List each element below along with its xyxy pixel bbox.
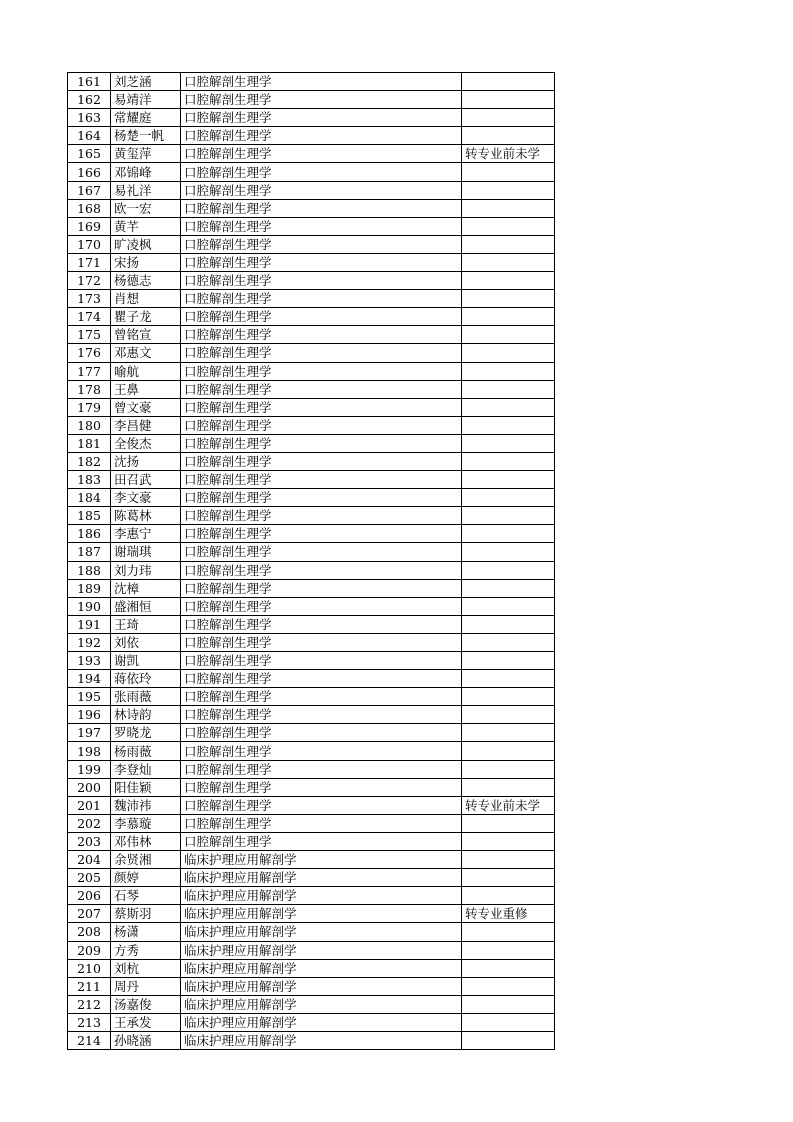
course-name-cell: 口腔解剖生理学 [181,543,462,561]
remark-cell [462,489,555,507]
remark-cell [462,344,555,362]
table-row [68,507,555,525]
course-name-cell: 口腔解剖生理学 [181,670,462,688]
course-name-cell: 口腔解剖生理学 [181,145,462,163]
row-number-cell: 173 [68,290,111,308]
student-name-cell: 杨雨薇 [111,742,181,760]
student-name-cell: 汤嘉俊 [111,995,181,1013]
row-number-cell: 168 [68,199,111,217]
table-row [68,652,555,670]
course-name-cell: 口腔解剖生理学 [181,471,462,489]
row-number-cell: 214 [68,1031,111,1049]
row-number-cell: 182 [68,452,111,470]
row-number-cell: 174 [68,308,111,326]
student-name-cell: 邓惠文 [111,344,181,362]
remark-cell [462,362,555,380]
remark-cell [462,308,555,326]
row-number-cell: 210 [68,959,111,977]
row-number-cell: 196 [68,706,111,724]
student-name-cell: 瞿子龙 [111,308,181,326]
table-row [68,163,555,181]
remark-cell [462,181,555,199]
remark-cell: 转专业前未学 [462,145,555,163]
row-number-cell: 177 [68,362,111,380]
remark-cell [462,977,555,995]
remark-cell [462,814,555,832]
row-number-cell: 167 [68,181,111,199]
course-name-cell: 口腔解剖生理学 [181,362,462,380]
remark-cell [462,326,555,344]
student-name-cell: 谢凯 [111,652,181,670]
row-number-cell: 181 [68,434,111,452]
course-name-cell: 口腔解剖生理学 [181,796,462,814]
remark-cell [462,398,555,416]
course-name-cell: 口腔解剖生理学 [181,290,462,308]
student-name-cell: 魏沛祎 [111,796,181,814]
row-number-cell: 176 [68,344,111,362]
student-name-cell: 曾文豪 [111,398,181,416]
student-name-cell: 蔡斯羽 [111,905,181,923]
table-row [68,561,555,579]
course-name-cell: 口腔解剖生理学 [181,344,462,362]
course-name-cell: 临床护理应用解剖学 [181,941,462,959]
course-name-cell: 口腔解剖生理学 [181,778,462,796]
row-number-cell: 202 [68,814,111,832]
remark-cell [462,706,555,724]
remark-cell [462,724,555,742]
student-name-cell: 李登灿 [111,760,181,778]
row-number-cell: 187 [68,543,111,561]
student-name-cell: 李文豪 [111,489,181,507]
table-row [68,688,555,706]
course-name-cell: 口腔解剖生理学 [181,597,462,615]
row-number-cell: 179 [68,398,111,416]
row-number-cell: 171 [68,253,111,271]
student-name-cell: 张雨薇 [111,688,181,706]
table-row [68,109,555,127]
row-number-cell: 162 [68,91,111,109]
student-name-cell: 陈葛林 [111,507,181,525]
student-name-cell: 方秀 [111,941,181,959]
course-name-cell: 临床护理应用解剖学 [181,1013,462,1031]
table-row [68,977,555,995]
student-name-cell: 沈扬 [111,452,181,470]
remark-cell [462,995,555,1013]
student-name-cell: 黄芊 [111,217,181,235]
course-name-cell: 口腔解剖生理学 [181,308,462,326]
table-row [68,760,555,778]
remark-cell [462,507,555,525]
remark-cell [462,742,555,760]
table-row [68,905,555,923]
table-row [68,253,555,271]
table-row [68,778,555,796]
course-name-cell: 口腔解剖生理学 [181,724,462,742]
student-name-cell: 黄玺萍 [111,145,181,163]
course-name-cell: 口腔解剖生理学 [181,73,462,91]
course-name-cell: 临床护理应用解剖学 [181,905,462,923]
remark-cell [462,887,555,905]
table-row [68,127,555,145]
remark-cell [462,869,555,887]
table-row [68,579,555,597]
remark-cell [462,235,555,253]
remark-cell [462,452,555,470]
student-name-cell: 谢瑞琪 [111,543,181,561]
remark-cell [462,760,555,778]
student-name-cell: 杨楚一帆 [111,127,181,145]
table-row [68,416,555,434]
course-name-cell: 口腔解剖生理学 [181,579,462,597]
remark-cell [462,290,555,308]
table-row [68,525,555,543]
course-name-cell: 口腔解剖生理学 [181,181,462,199]
remark-cell [462,73,555,91]
table-row [68,796,555,814]
remark-cell [462,416,555,434]
table-row [68,814,555,832]
course-name-cell: 口腔解剖生理学 [181,742,462,760]
course-name-cell: 口腔解剖生理学 [181,127,462,145]
course-name-cell: 口腔解剖生理学 [181,489,462,507]
row-number-cell: 197 [68,724,111,742]
student-name-cell: 欧一宏 [111,199,181,217]
course-name-cell: 口腔解剖生理学 [181,507,462,525]
row-number-cell: 169 [68,217,111,235]
remark-cell [462,851,555,869]
row-number-cell: 200 [68,778,111,796]
course-name-cell: 口腔解剖生理学 [181,760,462,778]
student-name-cell: 李惠宁 [111,525,181,543]
table-row [68,742,555,760]
remark-cell [462,959,555,977]
row-number-cell: 163 [68,109,111,127]
course-name-cell: 临床护理应用解剖学 [181,851,462,869]
student-name-cell: 田召武 [111,471,181,489]
table-row [68,959,555,977]
table-row [68,887,555,905]
remark-cell [462,597,555,615]
student-name-cell: 旷凌枫 [111,235,181,253]
student-name-cell: 孙晓涵 [111,1031,181,1049]
table-row [68,597,555,615]
table-row [68,995,555,1013]
table-row [68,344,555,362]
course-name-cell: 口腔解剖生理学 [181,217,462,235]
student-name-cell: 李慕璇 [111,814,181,832]
row-number-cell: 199 [68,760,111,778]
student-name-cell: 喻航 [111,362,181,380]
table-row [68,633,555,651]
course-name-cell: 口腔解剖生理学 [181,398,462,416]
row-number-cell: 180 [68,416,111,434]
table-row [68,832,555,850]
row-number-cell: 191 [68,615,111,633]
row-number-cell: 165 [68,145,111,163]
student-name-cell: 林诗韵 [111,706,181,724]
course-name-cell: 口腔解剖生理学 [181,525,462,543]
remark-cell [462,471,555,489]
student-name-cell: 杨潇 [111,923,181,941]
row-number-cell: 211 [68,977,111,995]
table-row [68,181,555,199]
row-number-cell: 188 [68,561,111,579]
row-number-cell: 213 [68,1013,111,1031]
table-row [68,670,555,688]
table-row [68,489,555,507]
course-name-cell: 临床护理应用解剖学 [181,869,462,887]
table-row [68,308,555,326]
remark-cell [462,670,555,688]
course-name-cell: 口腔解剖生理学 [181,253,462,271]
course-name-cell: 口腔解剖生理学 [181,272,462,290]
table-row [68,326,555,344]
remark-cell [462,832,555,850]
student-name-cell: 李昌健 [111,416,181,434]
table-row [68,73,555,91]
row-number-cell: 161 [68,73,111,91]
course-name-cell: 口腔解剖生理学 [181,326,462,344]
student-name-cell: 阳佳颖 [111,778,181,796]
row-number-cell: 203 [68,832,111,850]
course-name-cell: 口腔解剖生理学 [181,452,462,470]
roster-table [67,72,555,1050]
row-number-cell: 175 [68,326,111,344]
student-name-cell: 曾铭宣 [111,326,181,344]
row-number-cell: 208 [68,923,111,941]
remark-cell: 转专业前未学 [462,796,555,814]
student-name-cell: 全俊杰 [111,434,181,452]
row-number-cell: 184 [68,489,111,507]
row-number-cell: 186 [68,525,111,543]
table-row [68,869,555,887]
table-row [68,434,555,452]
student-name-cell: 杨德志 [111,272,181,290]
course-name-cell: 口腔解剖生理学 [181,109,462,127]
remark-cell [462,633,555,651]
remark-cell [462,923,555,941]
course-name-cell: 临床护理应用解剖学 [181,977,462,995]
remark-cell [462,543,555,561]
student-name-cell: 王鼻 [111,380,181,398]
row-number-cell: 178 [68,380,111,398]
course-name-cell: 临床护理应用解剖学 [181,923,462,941]
table-row [68,1031,555,1049]
student-name-cell: 蒋依玲 [111,670,181,688]
student-name-cell: 王承发 [111,1013,181,1031]
table-row [68,724,555,742]
row-number-cell: 185 [68,507,111,525]
student-name-cell: 盛湘恒 [111,597,181,615]
row-number-cell: 207 [68,905,111,923]
course-name-cell: 口腔解剖生理学 [181,380,462,398]
course-name-cell: 口腔解剖生理学 [181,434,462,452]
row-number-cell: 170 [68,235,111,253]
student-name-cell: 刘依 [111,633,181,651]
remark-cell [462,91,555,109]
student-name-cell: 刘芝涵 [111,73,181,91]
course-name-cell: 口腔解剖生理学 [181,199,462,217]
student-name-cell: 颜婷 [111,869,181,887]
remark-cell: 转专业重修 [462,905,555,923]
row-number-cell: 212 [68,995,111,1013]
remark-cell [462,380,555,398]
course-name-cell: 口腔解剖生理学 [181,706,462,724]
course-name-cell: 临床护理应用解剖学 [181,1031,462,1049]
row-number-cell: 189 [68,579,111,597]
table-row [68,452,555,470]
student-name-cell: 刘杭 [111,959,181,977]
table-row [68,941,555,959]
table-row [68,471,555,489]
row-number-cell: 194 [68,670,111,688]
remark-cell [462,163,555,181]
remark-cell [462,253,555,271]
course-name-cell: 口腔解剖生理学 [181,615,462,633]
row-number-cell: 198 [68,742,111,760]
course-name-cell: 口腔解剖生理学 [181,163,462,181]
remark-cell [462,127,555,145]
student-name-cell: 常耀庭 [111,109,181,127]
table-row [68,235,555,253]
student-name-cell: 余贤湘 [111,851,181,869]
course-name-cell: 口腔解剖生理学 [181,814,462,832]
course-name-cell: 临床护理应用解剖学 [181,887,462,905]
remark-cell [462,1031,555,1049]
table-row [68,923,555,941]
table-row [68,380,555,398]
remark-cell [462,1013,555,1031]
table-row [68,145,555,163]
remark-cell [462,561,555,579]
student-name-cell: 易礼洋 [111,181,181,199]
row-number-cell: 183 [68,471,111,489]
student-name-cell: 周丹 [111,977,181,995]
roster-table-body [68,73,555,1050]
table-row [68,272,555,290]
remark-cell [462,615,555,633]
row-number-cell: 205 [68,869,111,887]
table-row [68,217,555,235]
table-row [68,290,555,308]
course-name-cell: 口腔解剖生理学 [181,832,462,850]
table-row [68,706,555,724]
student-name-cell: 罗晓龙 [111,724,181,742]
remark-cell [462,434,555,452]
remark-cell [462,109,555,127]
table-row [68,91,555,109]
remark-cell [462,941,555,959]
remark-cell [462,579,555,597]
student-name-cell: 王琦 [111,615,181,633]
row-number-cell: 166 [68,163,111,181]
row-number-cell: 172 [68,272,111,290]
table-row [68,543,555,561]
student-name-cell: 邓伟林 [111,832,181,850]
course-name-cell: 口腔解剖生理学 [181,91,462,109]
student-name-cell: 邓锦峰 [111,163,181,181]
row-number-cell: 195 [68,688,111,706]
table-row [68,362,555,380]
table-row [68,1013,555,1031]
table-row [68,398,555,416]
row-number-cell: 164 [68,127,111,145]
remark-cell [462,199,555,217]
course-name-cell: 临床护理应用解剖学 [181,995,462,1013]
row-number-cell: 192 [68,633,111,651]
course-name-cell: 口腔解剖生理学 [181,688,462,706]
remark-cell [462,688,555,706]
course-name-cell: 临床护理应用解剖学 [181,959,462,977]
student-name-cell: 刘力玮 [111,561,181,579]
remark-cell [462,272,555,290]
student-name-cell: 易靖洋 [111,91,181,109]
table-row [68,615,555,633]
row-number-cell: 204 [68,851,111,869]
row-number-cell: 193 [68,652,111,670]
course-name-cell: 口腔解剖生理学 [181,235,462,253]
remark-cell [462,652,555,670]
row-number-cell: 201 [68,796,111,814]
table-row [68,851,555,869]
table-row [68,199,555,217]
student-name-cell: 石琴 [111,887,181,905]
row-number-cell: 190 [68,597,111,615]
course-name-cell: 口腔解剖生理学 [181,652,462,670]
student-name-cell: 肖想 [111,290,181,308]
row-number-cell: 209 [68,941,111,959]
student-name-cell: 宋扬 [111,253,181,271]
course-name-cell: 口腔解剖生理学 [181,416,462,434]
remark-cell [462,778,555,796]
student-name-cell: 沈樟 [111,579,181,597]
row-number-cell: 206 [68,887,111,905]
remark-cell [462,217,555,235]
remark-cell [462,525,555,543]
course-name-cell: 口腔解剖生理学 [181,561,462,579]
course-name-cell: 口腔解剖生理学 [181,633,462,651]
